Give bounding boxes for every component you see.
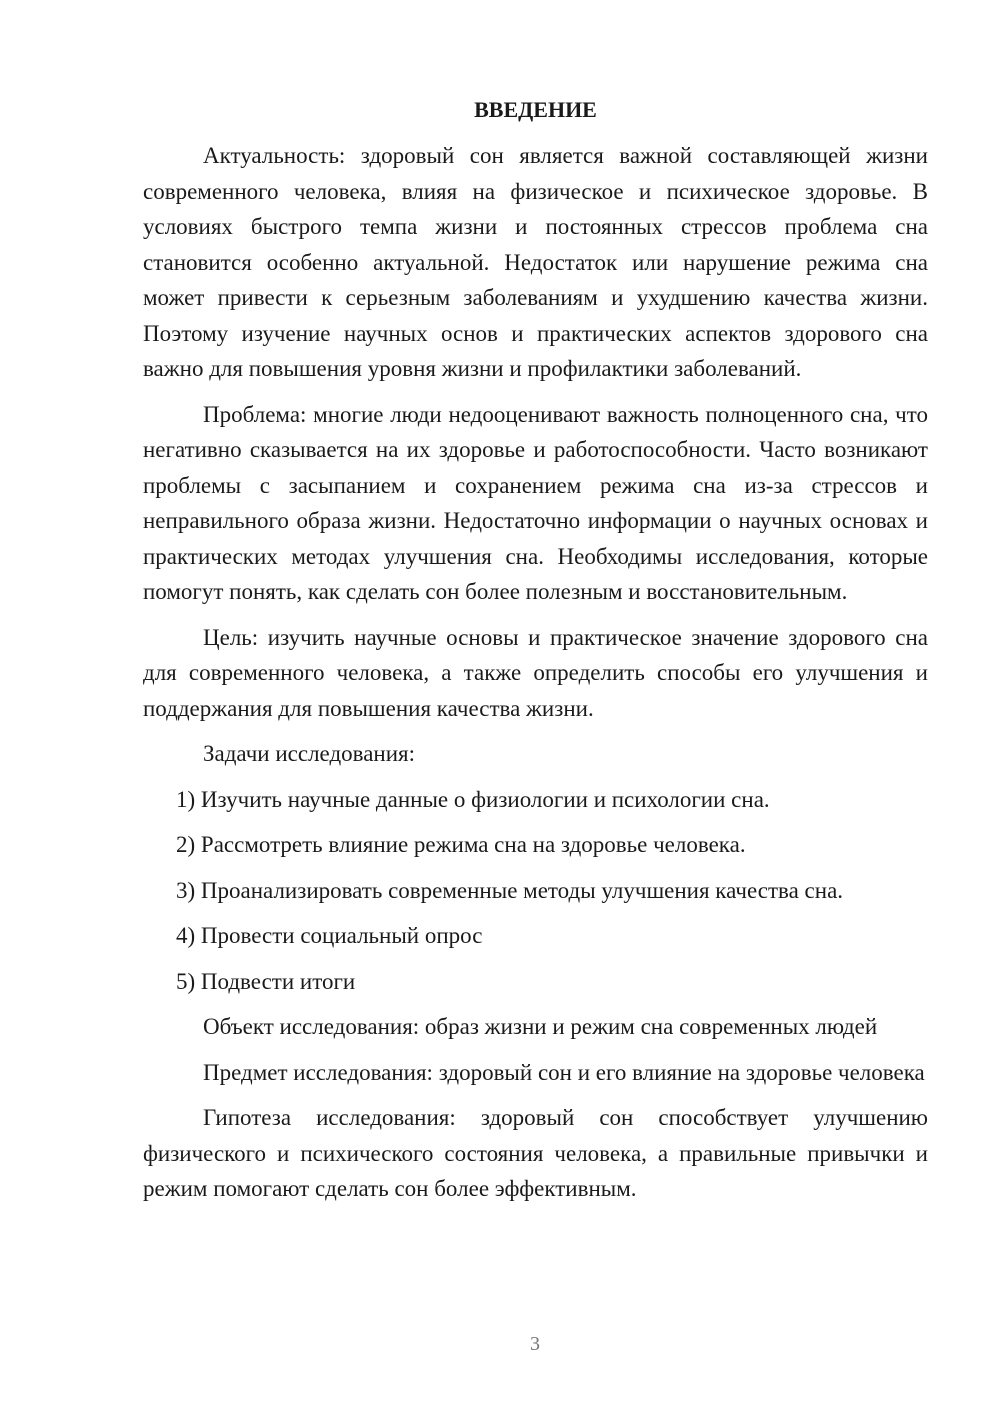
page-number: 3 bbox=[530, 1333, 540, 1355]
page-content bbox=[143, 92, 928, 1217]
subject-paragraph: Предмет исследования: здоровый сон и его влияние на здоровье человека bbox=[203, 1059, 925, 1085]
task-item: 1) Изучить научные данные о физиологии и психологии сна. bbox=[176, 786, 770, 812]
relevance-paragraph: Актуальность: здоровый сон является важной составляющей жизни современного человека, влияя на физическое и психическое здоровье. В условиях быстрого темпа жизни и постоянных стрессов проблема сна становится особенно актуальной. Недостаток или нарушение режима сна может привести к серьезным заболеваниям и ухудшению качества жизни. Поэтому изучение научных основ и практических аспектов здорового сна важно для повышения уровня жизни и профилактики заболеваний. bbox=[143, 143, 928, 381]
task-item: 4) Провести социальный опрос bbox=[176, 923, 483, 948]
task-item: 5) Подвести итоги bbox=[176, 968, 356, 994]
task-item: 3) Проанализировать современные методы улучшения качества сна. bbox=[176, 877, 844, 903]
section-title: ВВЕДЕНИЕ bbox=[474, 97, 597, 122]
task-item: 2) Рассмотреть влияние режима сна на здоровье человека. bbox=[176, 832, 746, 857]
problem-paragraph: Проблема: многие люди недооценивают важность полноценного сна, что негативно сказывается на их здоровье и работоспособности. Часто возникают проблемы с засыпанием и сохранением режима сна из-за стрессов и неправильного образа жизни. Недостаточно информации о научных основах и практических методах улучшения сна. Необходимы исследования, которые помогут понять, как сделать сон более полезным и восстановительным. bbox=[143, 401, 928, 604]
goal-paragraph: Цель: изучить научные основы и практическое значение здорового сна для современного человека, а также определить способы его улучшения и поддержания для повышения качества жизни. bbox=[143, 624, 928, 721]
tasks-heading: Задачи исследования: bbox=[203, 741, 416, 766]
hypothesis-paragraph: Гипотеза исследования: здоровый сон способствует улучшению физического и психического состояния человека, а правильные привычки и режим помогают сделать сон более эффективным. bbox=[143, 1105, 928, 1201]
object-paragraph: Объект исследования: образ жизни и режим сна современных людей bbox=[203, 1014, 878, 1039]
